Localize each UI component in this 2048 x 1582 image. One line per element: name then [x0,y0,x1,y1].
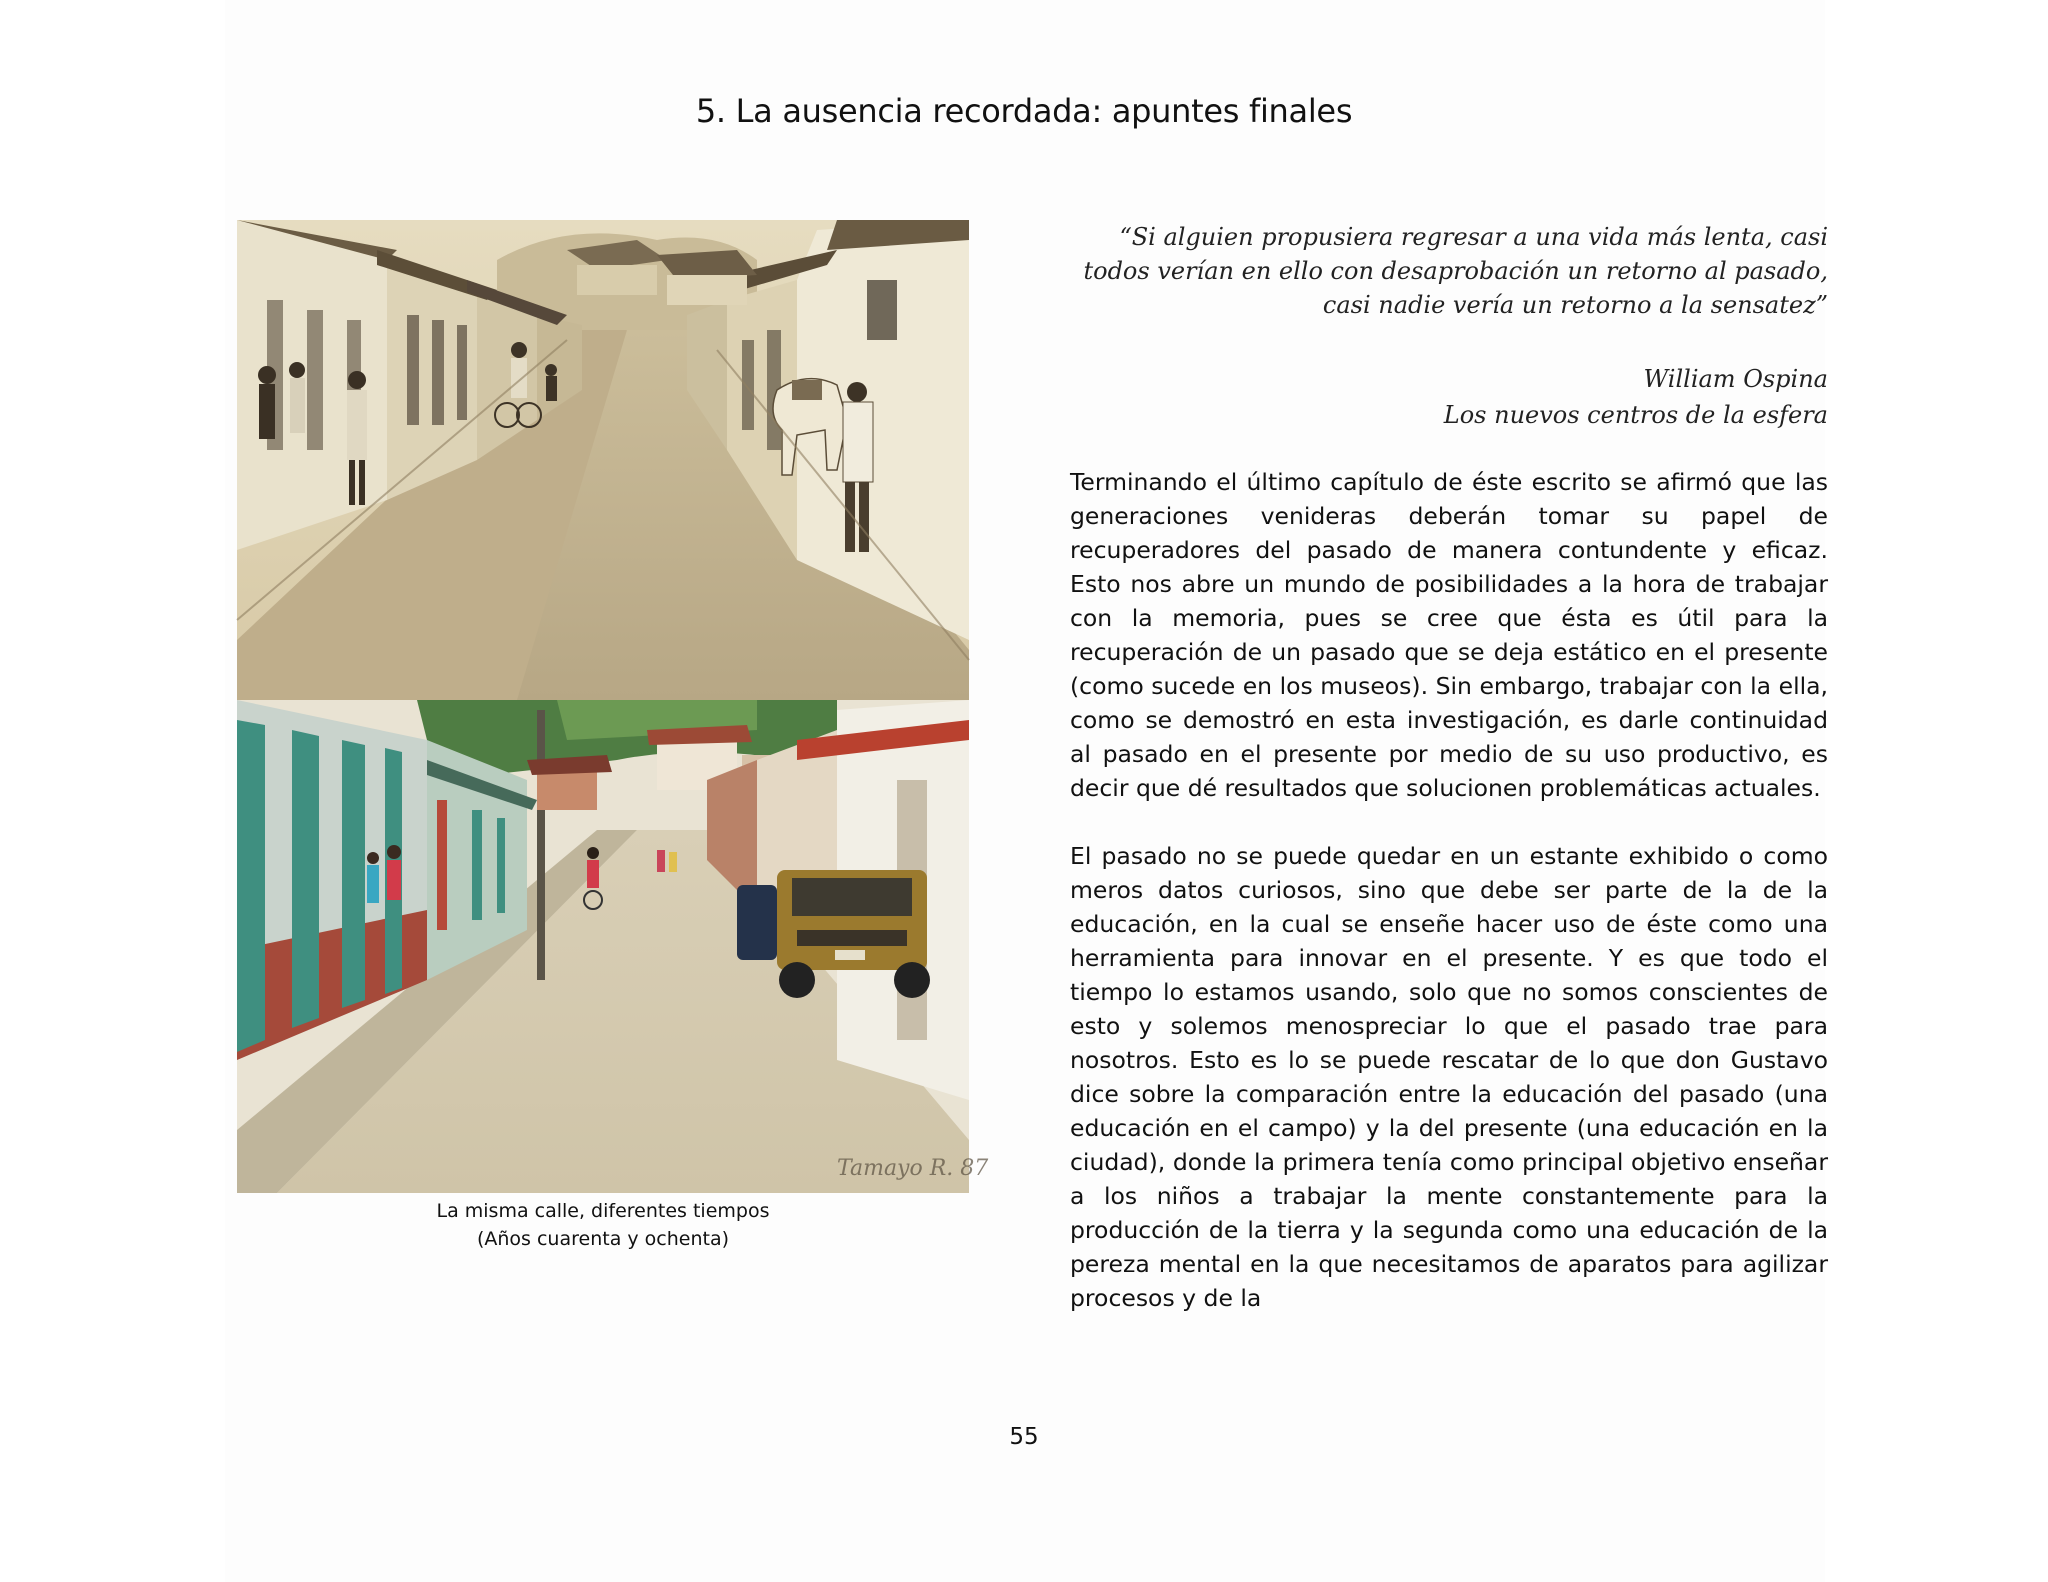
photo-signature: Tamayo R. 87 [837,1156,989,1181]
photo-figure [237,220,989,1193]
old-street-photo [237,220,969,700]
body-text [1070,465,1828,1349]
body-paragraph-2: El pasado no se puede quedar en un estante exhibido o como meros datos curiosos, sino que debe ser parte de la de la educación, en la cual se enseñe hacer uso de éste como una herramienta para innovar en el presente. Y es que todo el tiempo lo estamos usando, solo que no somos conscientes de esto y solemos menospreciar lo que el pasado trae para nosotros. Esto es lo se puede rescatar de lo que don Gustavo dice sobre la comparación entre la educación del pasado (una educación en el campo) y la del presente (una educación en la ciudad), donde la primera tenía como principal objetivo enseñar a los niños a trabajar la mente constantemente para la producción de la tierra y la segunda como una educación de la pereza mental en la que necesitamos de aparatos para agilizar procesos y de la [1070,842,1828,1312]
epigraph-author: William Ospina [1643,365,1828,393]
epigraph-quote: “Si alguien propusiera regresar a una vida más lenta, casi todos verían en ello con desaprobación un retorno al pasado, casi nadie vería un retorno a la sensatez” [1083,223,1828,319]
page-title: 5. La ausencia recordada: apuntes finales [695,92,1353,130]
caption-line-1: La misma calle, diferentes tiempos [436,1200,770,1222]
caption-line-2: (Años cuarenta y ochenta) [476,1228,730,1250]
figure-caption [237,1197,969,1253]
epigraph-source: Los nuevos centros de la esfera [1443,401,1828,429]
page-number: 55 [1009,1424,1039,1450]
body-paragraph-1: Terminando el último capítulo de éste escrito se afirmó que las generaciones venideras deberán tomar su papel de recuperadores del pasado de manera contundente y eficaz. Esto nos abre un mundo de posibilidades a la hora de trabajar con la memoria, pues se cree que ésta es útil para la recuperación de un pasado que se deja estático en el presente (como sucede en los museos). Sin embargo, trabajar con la ella, como se demostró en esta investigación, es darle continuidad al pasado en el presente por medio de su uso productivo, es decir que dé resultados que solucionen problemáticas actuales. [1070,468,1828,802]
epigraph-attribution [1070,361,1828,433]
new-street-photo [237,700,989,1193]
